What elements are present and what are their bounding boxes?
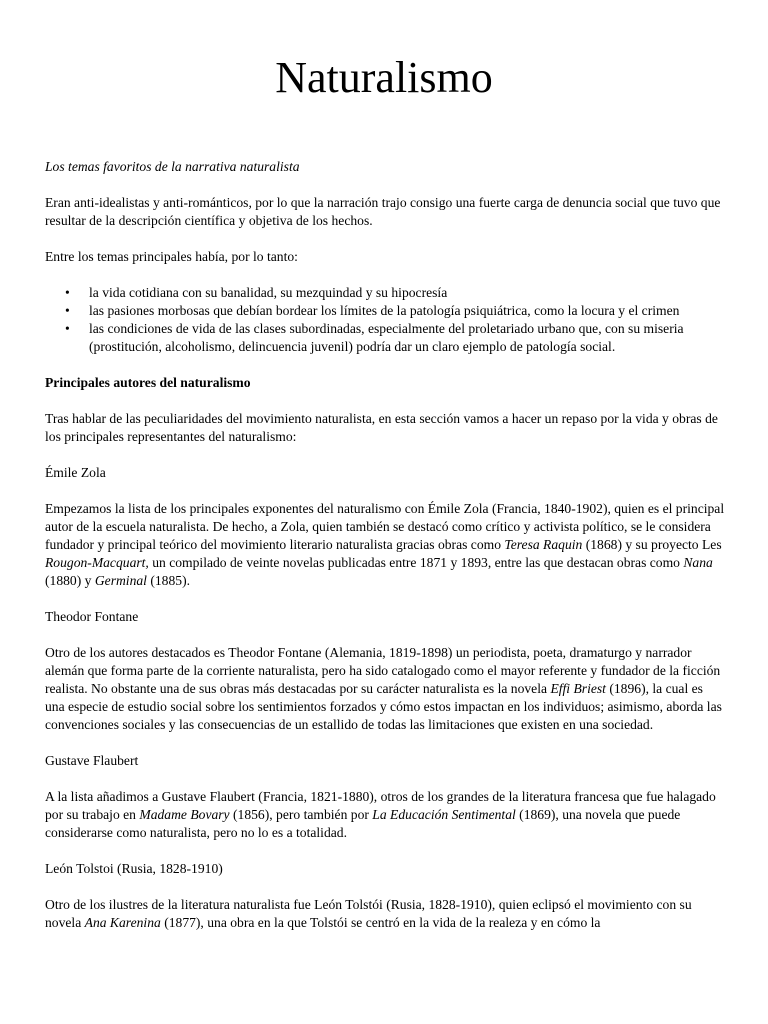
list-item <box>65 284 725 302</box>
list-item <box>65 302 725 320</box>
themes-list <box>45 284 725 356</box>
author-name-flaubert: Gustave Flaubert <box>45 753 139 768</box>
paragraph-text: (1869), una novela que puede considerarse como naturalista, pero no lo es a totalidad. <box>45 807 681 840</box>
paragraph-text: un compilado de veinte novelas publicadas entre 1871 y 1893, entre las que destacan obras como <box>148 555 684 570</box>
authors-heading: Principales autores del naturalismo <box>45 375 251 390</box>
paragraph-text: Empezamos la lista de los principales exponentes del naturalismo con Émile Zola (Francia, 1840-1902), quien es el principal autor de la escuela naturalista. De hecho, a Zola, quien también se destacó como crítico y activista político, se le considera fundador y principal teórico del movimiento literario naturalista gracias obras como <box>45 501 725 552</box>
themes-lead: Entre los temas principales había, por lo tanto: <box>45 249 298 264</box>
bullet-icon: • <box>65 285 70 300</box>
list-item <box>65 320 725 356</box>
document-body <box>45 158 725 950</box>
section-subtitle: Los temas favoritos de la narrativa naturalista <box>45 159 300 174</box>
tolstoi-paragraph <box>45 896 725 932</box>
paragraph-text: (1868) y su proyecto Les <box>582 537 722 552</box>
list-item-text: las pasiones morbosas que debían bordear los límites de la patología psiquiátrica, como la locura y el crimen <box>89 303 680 318</box>
paragraph-text: (1885). <box>146 573 190 588</box>
author-name-tolstoi: León Tolstoi (Rusia, 1828-1910) <box>45 861 223 876</box>
intro-paragraph: Eran anti-idealistas y anti-románticos, por lo que la narración trajo consigo una fuerte carga de denuncia social que tuvo que resultar de la descripción científica y objetiva de los hechos. <box>45 195 721 228</box>
document-title: Naturalismo <box>275 53 493 102</box>
work-title: Rougon-Macquart, <box>45 555 149 570</box>
author-name-fontane: Theodor Fontane <box>45 609 139 624</box>
zola-paragraph <box>45 500 725 590</box>
list-item-text: la vida cotidiana con su banalidad, su mezquindad y su hipocresía <box>89 285 448 300</box>
paragraph-text: (1880) y <box>45 573 95 588</box>
paragraph-text: A la lista añadimos a Gustave Flaubert (Francia, 1821-1880), otros de los grandes de la literatura francesa que fue halagado por su trabajo en <box>45 789 716 822</box>
author-name-zola: Émile Zola <box>45 465 106 480</box>
paragraph-text: (1856), pero también por <box>229 807 373 822</box>
work-title: Effi Briest <box>550 681 606 696</box>
flaubert-paragraph <box>45 788 725 842</box>
work-title: Germinal <box>94 573 147 588</box>
paragraph-text: Otro de los ilustres de la literatura naturalista fue León Tolstói (Rusia, 1828-1910), quien eclipsó el movimiento con su novela <box>45 897 692 930</box>
paragraph-text: (1877), una obra en la que Tolstói se centró en la vida de la realeza y en cómo la <box>160 915 601 930</box>
paragraph-text: (1896), la cual es una especie de estudio social sobre los sentimientos forzados y cómo estos impactan en los individuos; asimismo, aborda las convenciones sociales y las consecuencias de un estallido de todas las limitaciones que existen en una sociedad. <box>45 681 722 732</box>
authors-intro: Tras hablar de las peculiaridades del movimiento naturalista, en esta sección vamos a hacer un repaso por la vida y obras de los principales representantes del naturalismo: <box>45 411 718 444</box>
paragraph-text: Otro de los autores destacados es Theodor Fontane (Alemania, 1819-1898) un periodista, poeta, dramaturgo y narrador alemán que forma parte de la corriente naturalista, pero ha sido catalogado como el mayor referente y fundador de la ficción realista. No obstante una de sus obras más destacadas por su carácter naturalista es la novela <box>45 645 721 696</box>
fontane-paragraph <box>45 644 725 734</box>
work-title: Teresa Raquin <box>504 537 583 552</box>
list-item-text: las condiciones de vida de las clases subordinadas, especialmente del proletariado urbano que, con su miseria (prostitución, alcoholismo, delincuencia juvenil) podría dar un claro ejemplo de patología social. <box>89 321 684 354</box>
work-title: Ana Karenina <box>84 915 161 930</box>
work-title: Nana <box>683 555 713 570</box>
bullet-icon: • <box>65 321 70 336</box>
work-title: La Educación Sentimental <box>372 807 516 822</box>
bullet-icon: • <box>65 303 70 318</box>
work-title: Madame Bovary <box>139 807 230 822</box>
